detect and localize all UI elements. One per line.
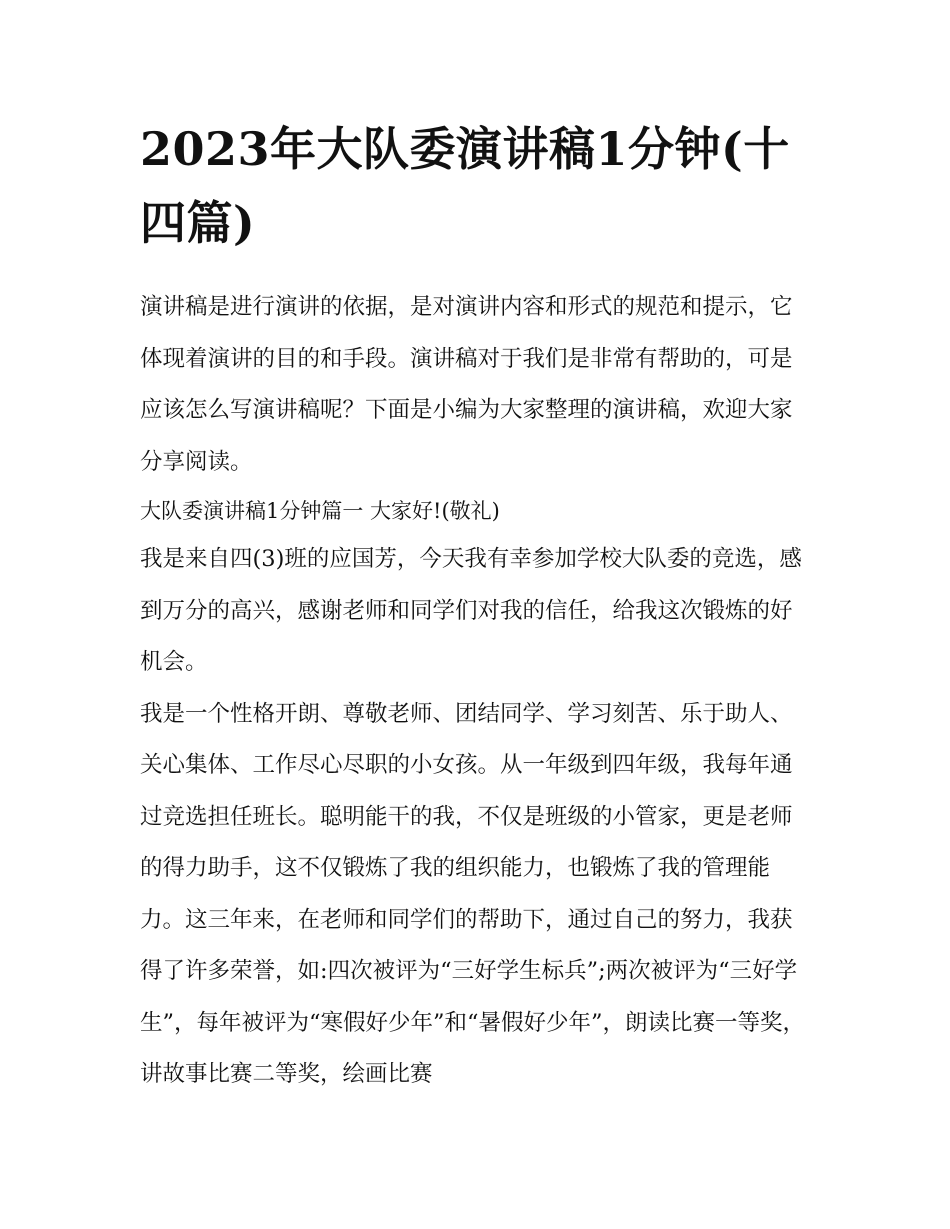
- body-paragraph-2: 我是一个性格开朗、尊敬老师、团结同学、学习刻苦、乐于助人、关心集体、工作尽心尽职的小女孩。从一年级到四年级，我每年通过竞选担任班长。聪明能干的我，不仅是班级的小管家，更是老师的得力助手，这不仅锻炼了我的组织能力，也锻炼了我的管理能力。这三年来，在老师和同学们的帮助下，通过自己的努力，我获得了许多荣誉，如:四次被评为“三好学生标兵”;两次被评为“三好学生”，每年被评为“寒假好少年”和“暑假好少年”，朗读比赛一等奖，讲故事比赛二等奖，绘画比赛: [140, 700, 806, 1087]
- document-title: 2023年大队委演讲稿1分钟(十四篇): [140, 122, 790, 250]
- section-heading: 大队委演讲稿1分钟篇一 大家好!(敬礼): [140, 499, 500, 523]
- document-page: [140, 112, 812, 1101]
- intro-paragraph: 演讲稿是进行演讲的依据，是对演讲内容和形式的规范和提示，它体现着演讲的目的和手段。演讲稿对于我们是非常有帮助的，可是应该怎么写演讲稿呢？下面是小编为大家整理的演讲稿，欢迎大家分享阅读。: [140, 294, 793, 475]
- body-paragraph-1: 我是来自四(3)班的应国芳，今天我有幸参加学校大队委的竞选，感到万分的高兴，感谢老师和同学们对我的信任，给我这次锻炼的好机会。: [140, 546, 802, 675]
